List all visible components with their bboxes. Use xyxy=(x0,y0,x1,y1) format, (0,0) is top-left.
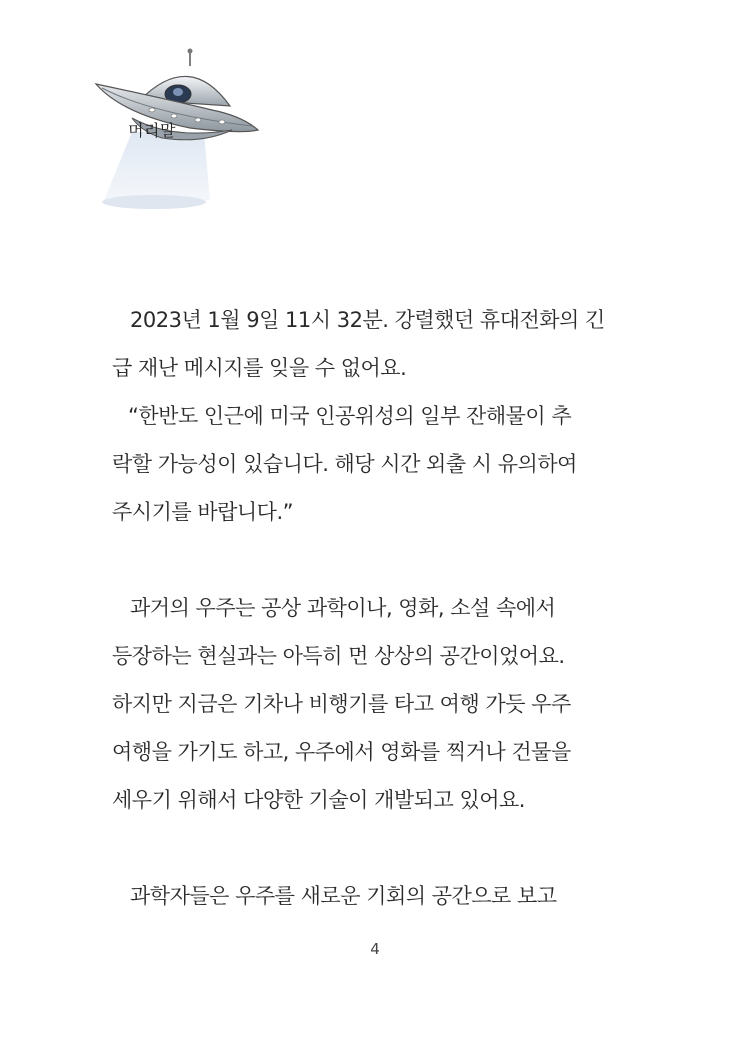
text-line: 주시기를 바랍니다.” xyxy=(112,500,294,524)
body-text xyxy=(112,296,612,920)
paragraph xyxy=(112,872,612,920)
paragraph-gap xyxy=(112,824,612,872)
page-number: 4 xyxy=(370,940,380,958)
text-line: 과학자들은 우주를 새로운 기회의 공간으로 보고 xyxy=(130,884,557,908)
section-title: 머리말 xyxy=(128,121,176,140)
text-line: “한반도 인근에 미국 인공위성의 일부 잔해물이 추 xyxy=(128,404,572,428)
text-line: 2023년 1월 9일 11시 32분. 강렬했던 휴대전화의 긴 xyxy=(130,308,605,332)
paragraph xyxy=(112,584,612,824)
paragraph xyxy=(112,296,612,392)
text-line: 세우기 위해서 다양한 기술이 개발되고 있어요. xyxy=(112,788,525,812)
text-line: 하지만 지금은 기차나 비행기를 타고 여행 가듯 우주 xyxy=(112,692,571,716)
text-line: 여행을 가기도 하고, 우주에서 영화를 찍거나 건물을 xyxy=(112,740,571,764)
paragraph-gap xyxy=(112,536,612,584)
text-line: 락할 가능성이 있습니다. 해당 시간 외출 시 유의하여 xyxy=(112,452,577,476)
text-line: 급 재난 메시지를 잊을 수 없어요. xyxy=(112,356,407,380)
text-line: 과거의 우주는 공상 과학이나, 영화, 소설 속에서 xyxy=(130,596,556,620)
paragraph xyxy=(112,392,612,536)
text-line: 등장하는 현실과는 아득히 먼 상상의 공간이었어요. xyxy=(112,644,565,668)
